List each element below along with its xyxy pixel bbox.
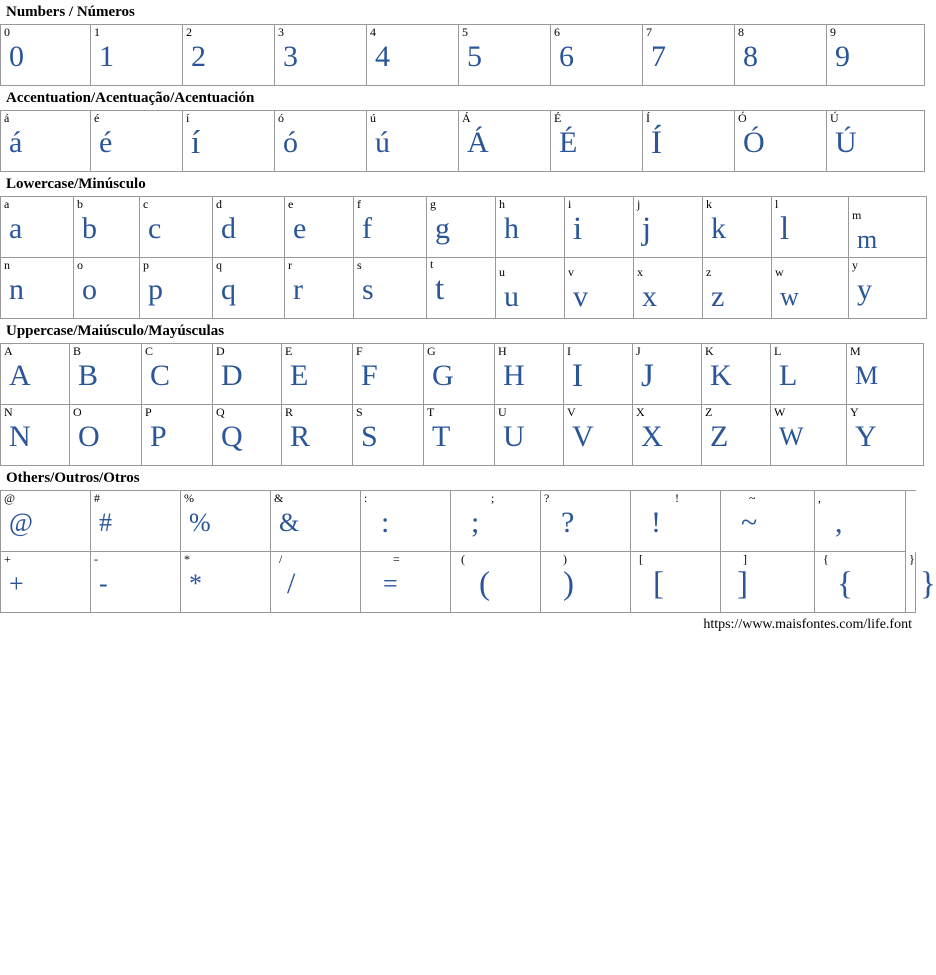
glyph-label: ó [278,111,284,125]
glyph-label: S [356,405,363,419]
glyph-cell-U-acute [827,111,925,172]
glyph-label: = [393,552,400,566]
glyph-cell-a-acute [1,111,91,172]
glyph-cell-q [213,258,285,319]
glyph-label: i [568,197,572,211]
glyph-cell-F [353,344,424,405]
glyph-label: , [818,491,821,505]
glyph-sample: j [642,211,652,247]
glyph-label: c [143,197,149,211]
glyph-cell-P [142,405,213,466]
glyph-cell-9 [827,25,925,86]
glyph-cell-brace-close [906,551,936,613]
glyph-sample: Z [710,420,729,453]
glyph-cell-comma [815,491,906,552]
glyph-label: ; [491,491,495,505]
glyph-cell-t [427,258,496,319]
glyph-sample: U [503,420,525,453]
glyph-cell-U [495,405,564,466]
glyph-sample: t [435,271,445,307]
table-row [1,491,916,552]
glyph-label: l [775,197,779,211]
glyph-sample: o [82,273,97,306]
glyph-cell-I-acute [643,111,735,172]
glyph-cell-D [213,344,282,405]
glyph-label: ) [563,552,567,566]
glyph-label: H [498,344,507,358]
glyph-sample: x [642,280,657,313]
glyph-cell-e-acute [91,111,183,172]
glyph-label: K [705,344,714,358]
glyph-sample: a [9,212,23,245]
glyph-table-lowercase [0,196,927,319]
section-title-uppercase: Uppercase/Maiúsculo/Mayúsculas [6,323,225,339]
glyph-cell-8 [735,25,827,86]
glyph-sample: A [9,359,31,392]
glyph-label: 3 [278,25,284,39]
glyph-sample: n [9,273,24,306]
glyph-cell-n [1,258,74,319]
glyph-cell-r [285,258,354,319]
glyph-sample: @ [9,508,33,537]
glyph-cell-paren-close [541,552,631,613]
glyph-label: Í [646,111,650,125]
glyph-cell-C [142,344,213,405]
glyph-label: x [637,265,643,279]
section-title-lowercase: Lowercase/Minúsculo [6,176,146,192]
glyph-sample: w [780,282,799,311]
glyph-sample: b [82,212,97,245]
glyph-cell-h [496,197,565,258]
glyph-label: y [852,258,858,272]
glyph-sample: c [148,212,162,245]
glyph-cell-L [771,344,847,405]
glyph-sample: T [432,420,451,453]
glyph-sample: R [290,420,311,453]
glyph-cell-Q [213,405,282,466]
glyph-sample: & [279,508,300,537]
glyph-label: - [94,552,98,566]
section-title-numbers: Numbers / Números [6,4,135,20]
glyph-label: 5 [462,25,468,39]
glyph-label: { [823,552,829,566]
glyph-label: ~ [749,491,756,505]
glyph-cell-d [213,197,285,258]
glyph-label: / [279,552,283,566]
glyph-label: e [288,197,294,211]
glyph-sample: * [189,569,202,598]
glyph-sample: - [99,569,108,598]
glyph-sample: y [857,273,872,306]
glyph-cell-e [285,197,354,258]
glyph-sample: q [221,273,236,306]
glyph-cell-B [70,344,142,405]
glyph-sample: + [9,569,24,598]
glyph-sample: , [835,506,843,539]
glyph-sample: m [857,225,878,254]
glyph-cell-Y [847,405,924,466]
glyph-label: P [145,405,152,419]
glyph-label: É [554,111,562,125]
glyph-label: z [706,265,712,279]
glyph-sample: E [290,359,309,392]
glyph-label: W [774,405,786,419]
glyph-sample: X [641,420,663,453]
glyph-label: w [775,265,784,279]
glyph-label: 0 [4,25,10,39]
glyph-cell-o-acute [275,111,367,172]
glyph-label: Ú [830,111,839,125]
glyph-cell-A-acute [459,111,551,172]
glyph-label: V [567,405,576,419]
glyph-sample: 6 [559,40,574,73]
glyph-label: B [73,344,82,358]
glyph-sample: Ó [743,126,765,159]
section-title-accentuation: Accentuation/Acentuação/Acentuación [6,90,255,106]
glyph-label: Z [705,405,713,419]
glyph-label: % [184,491,194,505]
glyph-sample: Á [467,126,489,159]
glyph-cell-plus [1,552,91,613]
glyph-sample: ; [471,506,480,539]
glyph-cell-v [565,258,634,319]
glyph-cell-brace-open [815,552,906,613]
glyph-cell-p [140,258,213,319]
glyph-label: D [216,344,225,358]
glyph-label: ú [370,111,376,125]
glyph-label: q [216,258,222,272]
glyph-label: 8 [738,25,744,39]
glyph-sample: r [293,273,303,306]
glyph-cell-a [1,197,74,258]
glyph-cell-g [427,197,496,258]
table-row [1,111,925,172]
glyph-sample: W [779,422,804,451]
glyph-label: o [77,258,83,272]
glyph-sample: Q [221,420,243,453]
glyph-cell-Z [702,405,771,466]
glyph-sample: [ [653,566,664,602]
table-row [1,258,927,319]
glyph-label: * [184,552,190,566]
glyph-label: # [94,491,100,505]
glyph-sample: d [221,212,236,245]
table-row [1,405,924,466]
glyph-label: 9 [830,25,836,39]
glyph-label: v [568,265,574,279]
glyph-label: t [430,257,434,271]
glyph-cell-6 [551,25,643,86]
glyph-label: b [77,197,83,211]
glyph-sample: ~ [741,506,758,539]
glyph-sample: g [435,212,450,245]
glyph-label: : [364,491,368,505]
glyph-sample: ú [375,126,390,159]
glyph-cell-0 [1,25,91,86]
glyph-label: s [357,258,362,272]
glyph-sample: ? [561,506,575,539]
glyph-label: ( [461,552,465,566]
glyph-sample: ( [479,566,490,602]
glyph-cell-l [772,197,849,258]
glyph-label: } [909,551,915,566]
glyph-table-accentuation [0,110,925,172]
glyph-sample: ! [651,506,661,539]
glyph-label: u [499,265,505,279]
glyph-sample: O [78,420,100,453]
glyph-cell-asterisk [181,552,271,613]
glyph-label: + [4,552,11,566]
glyph-sample: N [9,420,31,453]
glyph-cell-2 [183,25,275,86]
glyph-sample: F [361,359,378,392]
glyph-sample: u [504,280,519,313]
glyph-cell-x [634,258,703,319]
glyph-cell-K [702,344,771,405]
glyph-sample: M [855,361,879,390]
glyph-label: Ó [738,111,747,125]
glyph-sample: G [432,359,454,392]
glyph-cell-T [424,405,495,466]
glyph-label: U [498,405,507,419]
glyph-label: Y [850,405,859,419]
glyph-sample: l [780,211,790,247]
glyph-label: J [636,344,641,358]
glyph-table-numbers [0,24,925,86]
glyph-sample: 8 [743,40,758,73]
source-url: https://www.maisfontes.com/life.font [703,617,912,632]
glyph-cell-E-acute [551,111,643,172]
glyph-cell-H [495,344,564,405]
glyph-label: F [356,344,363,358]
glyph-sample: = [383,569,398,598]
table-row [1,25,925,86]
glyph-sample: H [503,359,525,392]
glyph-cell-exclamation [631,491,721,552]
glyph-cell-m [849,197,927,258]
glyph-table-others [0,490,936,613]
glyph-cell-question [541,491,631,552]
glyph-sample: ) [563,566,574,602]
glyph-cell-ampersand [271,491,361,552]
glyph-sample: P [150,420,167,453]
glyph-sample: ] [737,566,748,602]
glyph-label: M [850,344,861,358]
glyph-sample: Ú [835,126,857,159]
glyph-label: & [274,491,284,505]
glyph-label: p [143,258,149,272]
glyph-sample: h [504,212,519,245]
glyph-sample: Í [651,125,662,161]
glyph-sample: s [362,273,374,306]
glyph-cell-equals [361,552,451,613]
glyph-label: ! [675,491,679,505]
glyph-sample: } [920,565,936,602]
glyph-sample: é [99,126,113,159]
glyph-sample: 0 [9,40,24,73]
glyph-cell-u [496,258,565,319]
glyph-sample: í [191,125,201,161]
glyph-cell-E [282,344,353,405]
glyph-cell-y [849,258,927,319]
glyph-label: [ [639,552,643,566]
glyph-sample: i [573,211,583,247]
glyph-cell-k [703,197,772,258]
glyph-cell-3 [275,25,367,86]
glyph-label: 4 [370,25,376,39]
glyph-sample: 5 [467,40,482,73]
glyph-label: ? [544,491,550,505]
glyph-label: X [636,405,645,419]
glyph-sample: v [573,280,588,313]
glyph-cell-j [634,197,703,258]
table-row [1,197,927,258]
glyph-sample: B [78,359,99,392]
glyph-cell-b [74,197,140,258]
glyph-cell-slash [271,552,361,613]
glyph-label: h [499,197,505,211]
glyph-sample: 4 [375,40,390,73]
glyph-label: O [73,405,82,419]
glyph-cell-tilde [721,491,815,552]
glyph-label: ] [743,552,747,566]
glyph-label: k [706,197,712,211]
glyph-cell-R [282,405,353,466]
glyph-cell-c [140,197,213,258]
glyph-sample: I [572,358,583,394]
glyph-label: G [427,344,436,358]
glyph-label: a [4,197,10,211]
glyph-sample: { [837,566,853,602]
glyph-sample: J [641,358,654,394]
glyph-cell-1 [91,25,183,86]
glyph-sample: 9 [835,40,850,73]
glyph-cell-percent [181,491,271,552]
glyph-label: @ [4,491,16,505]
glyph-label: í [186,111,190,125]
glyph-label: E [285,344,293,358]
glyph-label: 2 [186,25,192,39]
glyph-sample: á [9,126,23,159]
glyph-cell-f [354,197,427,258]
glyph-label: N [4,405,13,419]
glyph-cell-paren-open [451,552,541,613]
glyph-sample: ó [283,126,298,159]
glyph-sample: p [148,273,163,306]
table-row [1,552,916,613]
glyph-cell-7 [643,25,735,86]
glyph-cell-X [633,405,702,466]
glyph-table-uppercase [0,343,924,466]
glyph-cell-G [424,344,495,405]
glyph-label: g [430,197,436,211]
glyph-label: T [427,405,435,419]
glyph-cell-minus [91,552,181,613]
glyph-cell-4 [367,25,459,86]
glyph-cell-z [703,258,772,319]
glyph-sample: 1 [99,40,114,73]
glyph-cell-V [564,405,633,466]
glyph-label: 7 [646,25,652,39]
glyph-sample: e [293,212,307,245]
glyph-cell-w [772,258,849,319]
glyph-sample: f [362,212,372,245]
section-title-others: Others/Outros/Otros [6,470,140,486]
glyph-sample: 2 [191,40,206,73]
table-row [1,344,924,405]
glyph-cell-u-acute [367,111,459,172]
glyph-cell-semicolon [451,491,541,552]
glyph-cell-i [565,197,634,258]
glyph-sample: D [221,359,243,392]
glyph-label: 1 [94,25,100,39]
glyph-label: L [774,344,782,358]
glyph-label: R [285,405,294,419]
glyph-label: Á [462,111,471,125]
glyph-cell-S [353,405,424,466]
glyph-label: A [4,344,13,358]
glyph-cell-A [1,344,70,405]
glyph-label: á [4,111,10,125]
glyph-label: C [145,344,154,358]
glyph-cell-I [564,344,633,405]
glyph-label: m [852,208,862,222]
glyph-cell-W [771,405,847,466]
glyph-cell-bracket-open [631,552,721,613]
glyph-cell-J [633,344,702,405]
glyph-label: r [288,258,292,272]
glyph-cell-hash [91,491,181,552]
glyph-cell-O [70,405,142,466]
glyph-sample: 3 [283,40,298,73]
glyph-cell-5 [459,25,551,86]
glyph-sample: z [711,280,725,313]
glyph-label: d [216,197,222,211]
glyph-sample: : [381,506,390,539]
glyph-sample: C [150,359,171,392]
glyph-sample: S [361,420,378,453]
glyph-cell-o [74,258,140,319]
glyph-sample: L [779,359,798,392]
glyph-sample: # [99,508,112,537]
glyph-sample: 7 [651,40,666,73]
glyph-sample: / [287,567,296,600]
glyph-sample: k [711,212,726,245]
glyph-cell-N [1,405,70,466]
glyph-sample: V [572,420,594,453]
glyph-label: I [567,344,571,358]
glyph-label: Q [216,405,225,419]
glyph-sample: É [559,126,578,159]
glyph-cell-M [847,344,924,405]
glyph-cell-at [1,491,91,552]
glyph-label: f [357,197,361,211]
glyph-cell-bracket-close [721,552,815,613]
glyph-sample: K [710,359,732,392]
glyph-label: é [94,111,100,125]
glyph-cell-colon [361,491,451,552]
glyph-cell-s [354,258,427,319]
glyph-label: j [637,197,641,211]
glyph-label: 6 [554,25,560,39]
glyph-sample: % [189,508,211,537]
glyph-label: n [4,258,10,272]
glyph-cell-O-acute [735,111,827,172]
glyph-cell-i-acute [183,111,275,172]
glyph-sample: Y [855,420,877,453]
